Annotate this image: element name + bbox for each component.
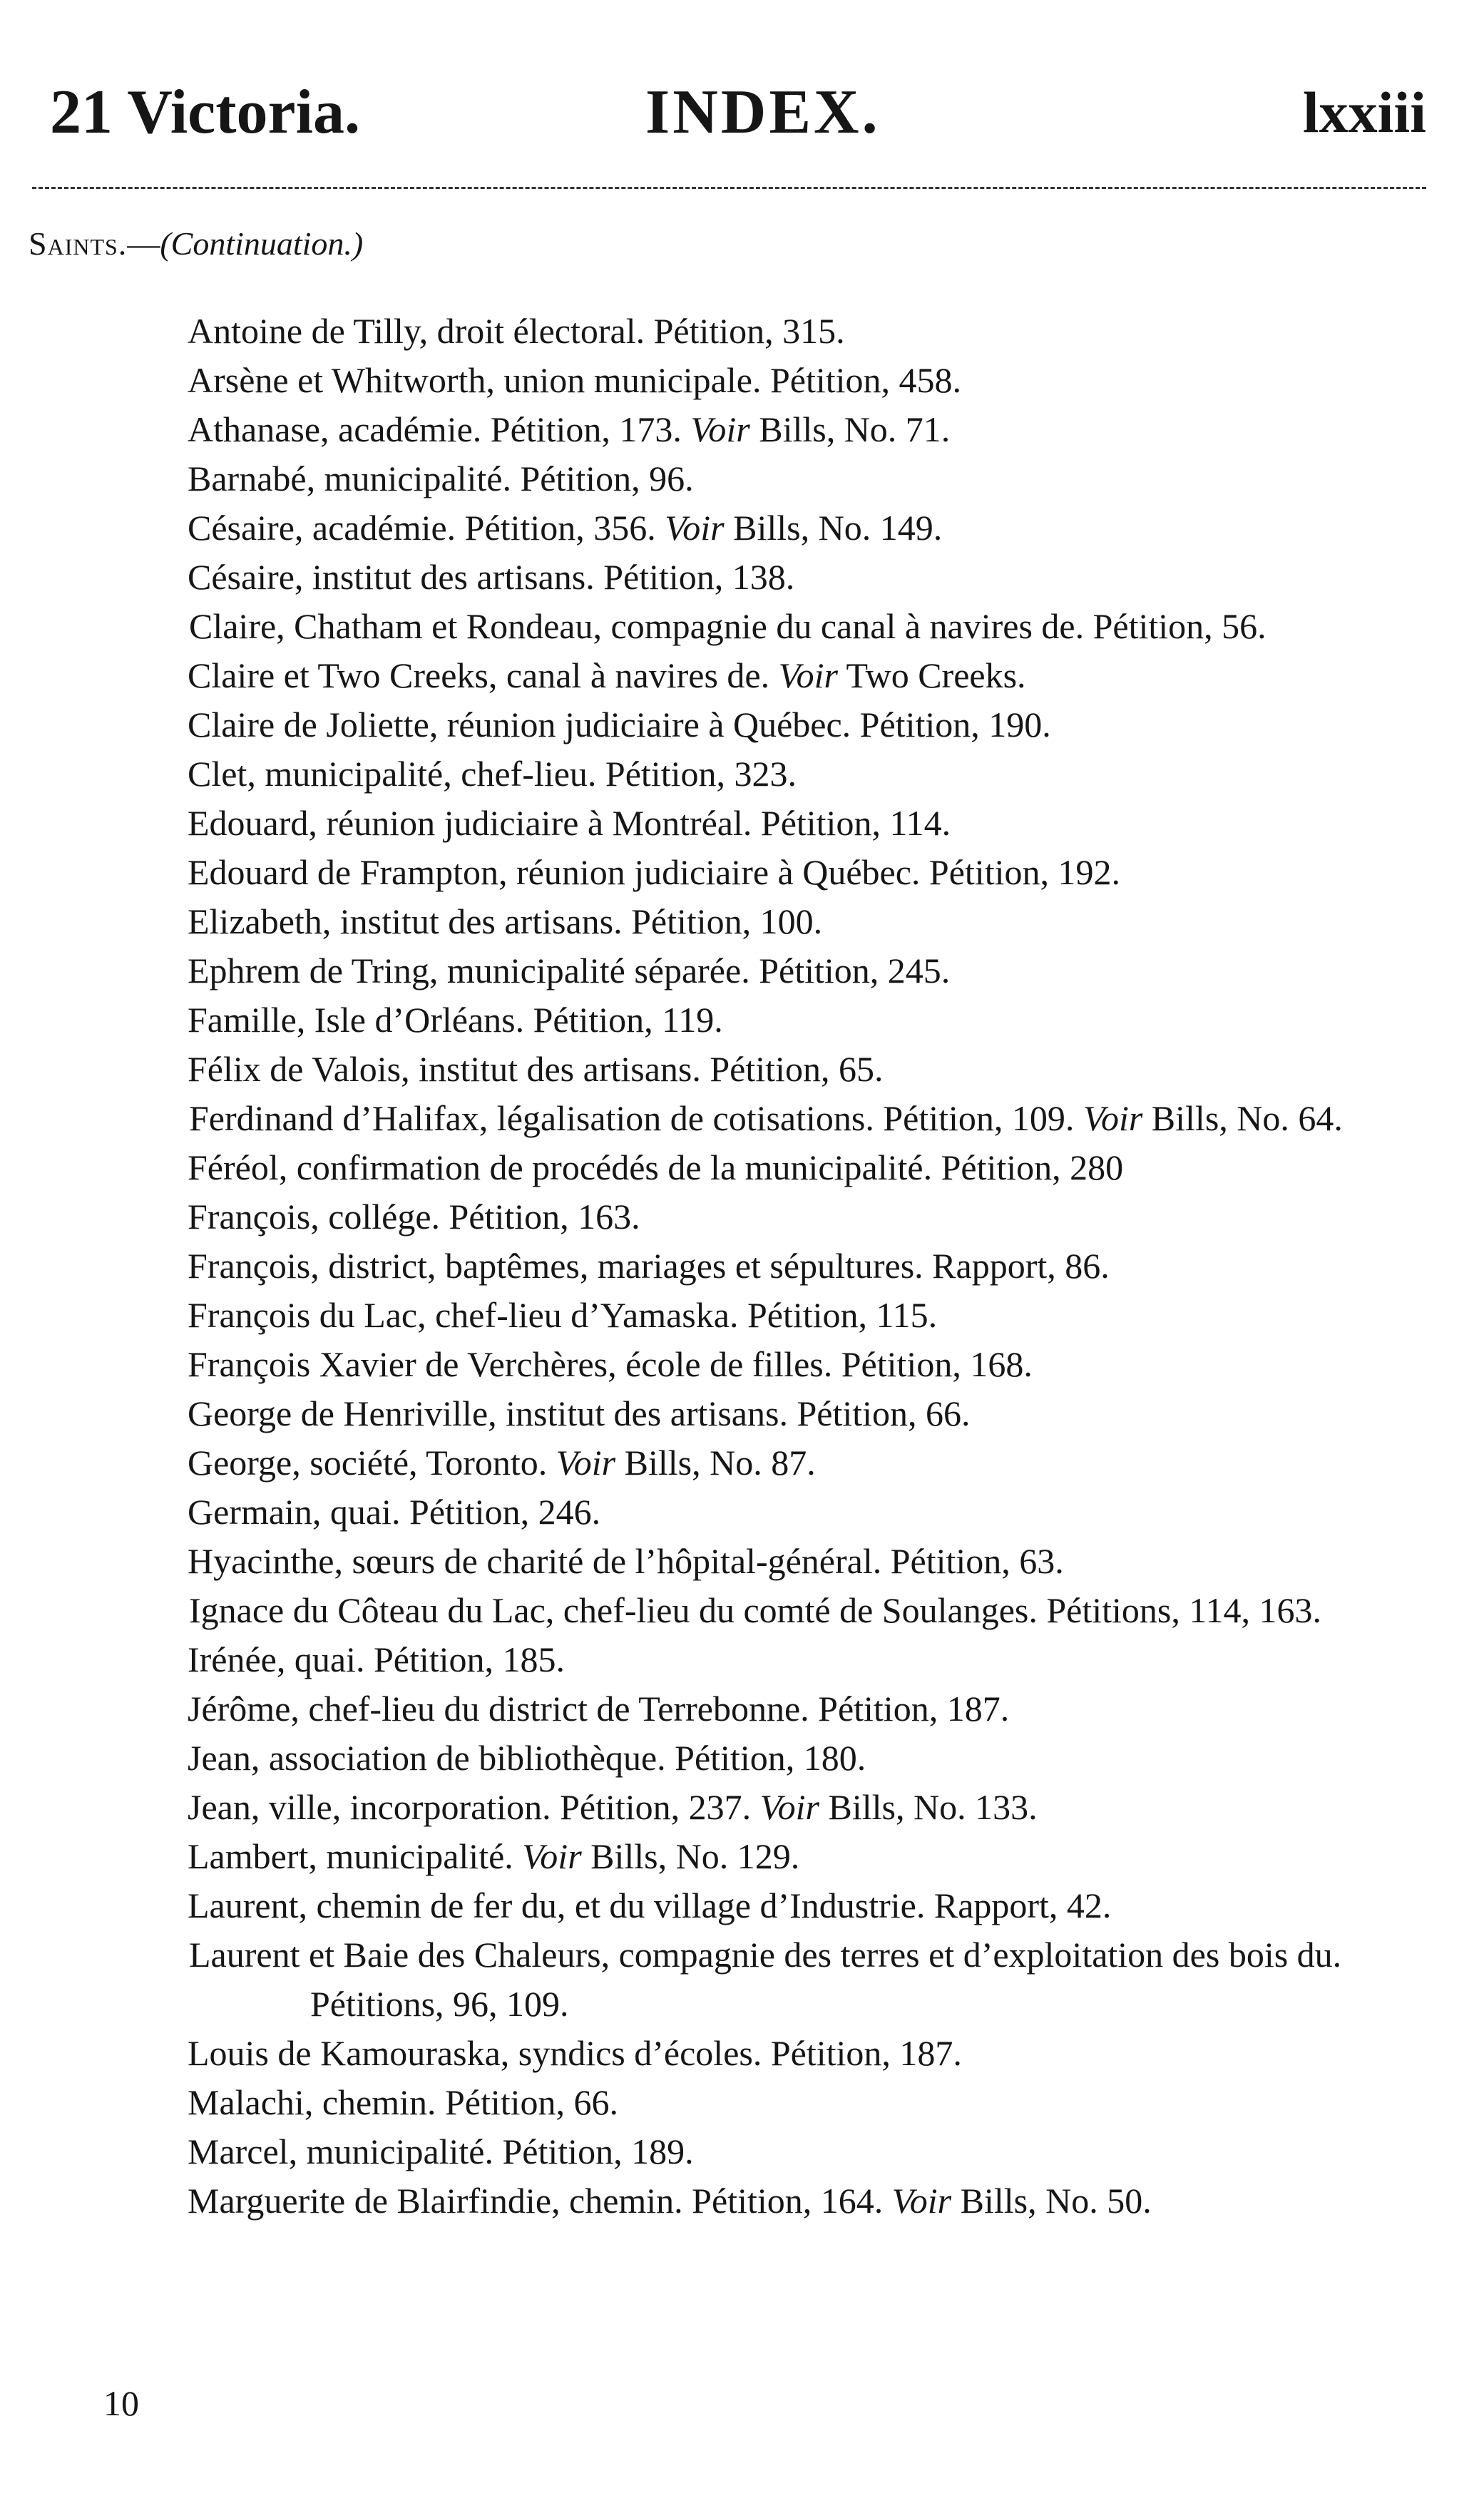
index-entry: [0, 799, 1448, 848]
entry-text: Féréol, confirmation de procédés de la municipalité. Pétition, 280: [188, 1147, 1124, 1187]
index-entry: [0, 1045, 1448, 1094]
entry-voir: Voir: [891, 2181, 952, 2221]
entry-reference: Bills, No. 71.: [749, 409, 951, 449]
entry-reference: Two Creeks.: [837, 655, 1026, 695]
entry-text: Irénée, quai. Pétition, 185.: [188, 1639, 566, 1679]
entry-text: Césaire, institut des artisans. Pétition, 138.: [188, 557, 795, 597]
index-entry: [0, 1291, 1448, 1340]
section-name: Saints.: [29, 225, 128, 262]
section-heading: [29, 221, 363, 267]
entry-voir: Voir: [778, 655, 838, 695]
entry-text: Barnabé, municipalité. Pétition, 96.: [188, 459, 694, 498]
index-entry: [0, 1438, 1448, 1488]
index-entry: [0, 2029, 1448, 2078]
entry-text: Lambert, municipalité.: [188, 1836, 523, 1876]
index-entry: [0, 848, 1448, 897]
entry-text: Hyacinthe, sœurs de charité de l’hôpital-général. Pétition, 63.: [188, 1541, 1064, 1581]
entry-text: François du Lac, chef-lieu d’Yamaska. Pétition, 115.: [188, 1295, 938, 1335]
entry-reference: Bills, No. 133.: [819, 1787, 1038, 1827]
entry-text: Antoine de Tilly, droit électoral. Pétition, 315.: [188, 311, 845, 351]
index-entry: [0, 1783, 1448, 1832]
index-entry: [0, 1930, 1448, 2029]
entry-text: Claire de Joliette, réunion judiciaire à Québec. Pétition, 190.: [188, 705, 1051, 744]
entry-text: Germain, quai. Pétition, 246.: [188, 1492, 601, 1532]
running-header: [29, 70, 1426, 155]
index-entry: [0, 1881, 1448, 1930]
index-entry: [0, 356, 1448, 405]
entry-text: Malachi, chemin. Pétition, 66.: [188, 2082, 619, 2122]
entry-voir: Voir: [690, 409, 750, 449]
header-session: 21 Victoria.: [50, 78, 361, 147]
entry-voir: Voir: [556, 1443, 616, 1483]
entry-text: Louis de Kamouraska, syndics d’écoles. Pétition, 187.: [188, 2033, 962, 2073]
index-entry: [0, 307, 1448, 356]
entry-reference: Bills, No. 64.: [1142, 1098, 1343, 1138]
entry-voir: Voir: [759, 1787, 819, 1827]
entry-reference: Bills, No. 149.: [724, 508, 943, 548]
entry-text: Laurent, chemin de fer du, et du village d’Industrie. Rapport, 42.: [188, 1885, 1112, 1925]
entry-text: François, district, baptêmes, mariages et sépultures. Rapport, 86.: [188, 1246, 1110, 1286]
index-entry: [0, 946, 1448, 995]
index-entry: [0, 503, 1448, 553]
index-entry: [0, 1143, 1448, 1192]
entry-voir: Voir: [665, 508, 725, 548]
index-entry: [0, 897, 1448, 946]
entry-text: Félix de Valois, institut des artisans. Pétition, 65.: [188, 1049, 884, 1089]
header-rule: [32, 187, 1426, 189]
index-entry: [0, 651, 1448, 700]
header-page-roman: lxxiii: [1302, 80, 1426, 145]
index-entry: [0, 1389, 1448, 1438]
entry-text: George de Henriville, institut des artisans. Pétition, 66.: [188, 1393, 971, 1433]
index-entry: [0, 2127, 1448, 2176]
entry-text: Arsène et Whitworth, union municipale. Pétition, 458.: [188, 360, 962, 400]
index-entry: [0, 1832, 1448, 1881]
index-entry: [0, 553, 1448, 602]
entry-reference: Bills, No. 87.: [615, 1443, 816, 1483]
index-entry: [0, 1094, 1448, 1143]
entry-text: Ferdinand d’Halifax, légalisation de cotisations. Pétition, 109.: [189, 1098, 1083, 1138]
header-title: INDEX.: [645, 78, 881, 147]
entry-text: Jean, association de bibliothèque. Pétition, 180.: [188, 1738, 866, 1778]
entry-text: Ephrem de Tring, municipalité séparée. Pétition, 245.: [188, 951, 951, 991]
index-entry: [0, 1242, 1448, 1291]
entry-text: Laurent et Baie des Chaleurs, compagnie des terres et d’exploitation des bois du. Pétitions, 96, 109.: [189, 1935, 1342, 2024]
entry-text: Jérôme, chef-lieu du district de Terrebonne. Pétition, 187.: [188, 1689, 1010, 1729]
index-entries: [0, 307, 1484, 2226]
index-entry: [0, 405, 1448, 454]
entry-text: Césaire, académie. Pétition, 356.: [188, 508, 665, 548]
entry-text: Edouard, réunion judiciaire à Montréal. Pétition, 114.: [188, 803, 951, 843]
index-entry: [0, 1734, 1448, 1783]
entry-text: Clet, municipalité, chef-lieu. Pétition, 323.: [188, 754, 797, 794]
entry-voir: Voir: [522, 1836, 582, 1876]
entry-text: Elizabeth, institut des artisans. Pétition, 100.: [188, 901, 823, 941]
section-dash: —: [127, 225, 160, 262]
entry-text: Claire, Chatham et Rondeau, compagnie du canal à navires de. Pétition, 56.: [189, 606, 1266, 646]
index-entry: [0, 2176, 1448, 2226]
entry-reference: Bills, No. 50.: [951, 2181, 1152, 2221]
index-entry: [0, 1537, 1448, 1586]
index-entry: [0, 749, 1448, 799]
index-entry: [0, 1192, 1448, 1242]
entry-text: François, collége. Pétition, 163.: [188, 1197, 640, 1237]
index-entry: [0, 1684, 1448, 1734]
entry-text: Ignace du Côteau du Lac, chef-lieu du comté de Soulanges. Pétitions, 114, 163.: [189, 1590, 1322, 1630]
entry-text: Edouard de Frampton, réunion judiciaire à Québec. Pétition, 192.: [188, 852, 1120, 892]
index-entry: [0, 995, 1448, 1045]
index-entry: [0, 700, 1448, 749]
section-continuation: (Continuation.): [160, 225, 364, 262]
entry-text: Famille, Isle d’Orléans. Pétition, 119.: [188, 1000, 723, 1040]
index-entry: [0, 454, 1448, 503]
entry-text: Athanase, académie. Pétition, 173.: [188, 409, 691, 449]
index-entry: [0, 1586, 1448, 1635]
entry-text: Marguerite de Blairfindie, chemin. Pétition, 164.: [188, 2181, 892, 2221]
entry-reference: Bills, No. 129.: [581, 1836, 800, 1876]
page-number: 10: [103, 2383, 139, 2423]
index-entry: [0, 1340, 1448, 1389]
index-entry: [0, 1488, 1448, 1537]
entry-voir: Voir: [1083, 1098, 1143, 1138]
index-entry: [0, 2078, 1448, 2127]
entry-text: Marcel, municipalité. Pétition, 189.: [188, 2131, 694, 2171]
index-entry: [0, 1635, 1448, 1684]
entry-text: François Xavier de Verchères, école de filles. Pétition, 168.: [188, 1344, 1033, 1384]
index-entry: [0, 602, 1448, 651]
entry-text: Jean, ville, incorporation. Pétition, 237.: [188, 1787, 760, 1827]
entry-text: George, société, Toronto.: [188, 1443, 556, 1483]
entry-text: Claire et Two Creeks, canal à navires de.: [188, 655, 779, 695]
